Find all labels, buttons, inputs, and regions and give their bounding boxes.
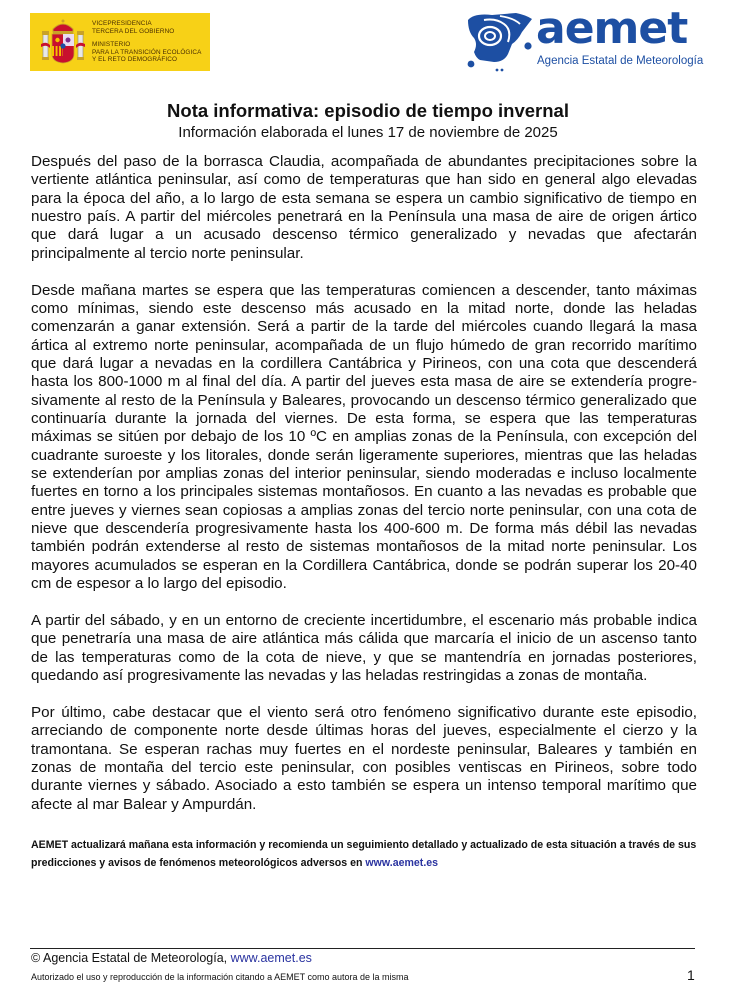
- aemet-website-link[interactable]: www.aemet.es: [365, 857, 439, 869]
- footer-copyright: [31, 951, 312, 965]
- gov-logo-line: VICEPRESIDENCIA: [92, 20, 152, 28]
- spain-coat-of-arms-icon: [40, 16, 86, 68]
- iberian-peninsula-map-icon: [464, 10, 536, 74]
- gov-logo-line: TERCERA DEL GOBIERNO: [92, 27, 175, 35]
- aemet-tagline: Agencia Estatal de Meteorología: [537, 55, 704, 67]
- paragraph: A partir del sábado, y en un entorno de creciente incertidumbre, el escenario más probable indica que penetraría una masa de aire atlántica más cálida que marcaría el inicio de un ascenso tanto de las temperaturas como de la cota de nieve, y que se mantendría en jornadas posteriores, quedando así progresivamente las nevadas y las heladas restringidas a zonas de montaña.: [31, 612, 697, 685]
- paragraph: Después del paso de la borrasca Claudia, acompañada de abundantes precipitaciones sobre la vertiente atlántica peninsular, así como de temperaturas que han sido en general algo elevadas para la época del año, a lo largo de esta semana se espera un cambio significativo de tiempo en nuestro país. A partir del miércoles penetrará en la Península una masa de aire de origen ártico que dará lugar a un acusado descenso térmico generalizado y nevadas que afectarán principalmente al tercio norte peninsular.: [31, 153, 697, 262]
- government-ministry-logo: [30, 13, 210, 71]
- update-notice: [31, 836, 701, 872]
- paragraph: Por último, cabe destacar que el viento será otro fenómeno significativo durante este episodio, arreciando de componente norte desde últimas horas del jueves, especialmente el cierzo y la tramontana. Se esperan rachas muy fuertes en el nordeste peninsular, Baleares y también en zonas de montaña del tercio este peninsular, con posibles ventiscas en Pirineos, sobre todo durante viernes y sábado. Asociado a esto también se espera un intenso temporal marítimo que afecte al mar Balear y Ampurdán.: [31, 704, 697, 813]
- footer-divider: [30, 948, 695, 949]
- gov-logo-line: MINISTERIO: [92, 41, 131, 49]
- copyright-text: © Agencia Estatal de Meteorología,: [31, 951, 231, 965]
- page-number: 1: [687, 967, 695, 983]
- footer-website-link[interactable]: www.aemet.es: [230, 951, 312, 965]
- aemet-wordmark: aemet: [536, 3, 688, 54]
- document-title: Nota informativa: episodio de tiempo invernal: [167, 100, 569, 121]
- aemet-logo: [464, 3, 704, 74]
- document-subtitle: Información elaborada el lunes 17 de noviembre de 2025: [178, 124, 558, 141]
- gov-logo-line: Y EL RETO DEMOGRÁFICO: [92, 56, 178, 64]
- government-logo-text: [92, 20, 201, 64]
- notice-text: AEMET actualizará mañana esta información y recomienda un seguimiento detallado y actualizado de esta situación a través de sus predicciones y avisos de fenómenos meteorológicos adversos en: [31, 839, 697, 869]
- gov-logo-line: PARA LA TRANSICIÓN ECOLÓGICA: [92, 48, 202, 56]
- paragraph: Desde mañana martes se espera que las temperaturas comiencen a descender, tanto máximas como mínimas, siendo este descenso más acusado en la mitad norte, donde las heladas comenzarán a ganar extensión. Será a partir de la tarde del miércoles cuando llegará la masa ártica al extremo norte peninsular, acompañada de un flujo húmedo de gran recorrido marítimo que dará lugar a nevadas en la cordillera Cantábrica y Pirineos, con una cota que descenderá hasta los 800-1000 m al final del día. A partir del jueves esta masa de aire se extendería progresivamente al resto de la Península y Baleares, provocando un descenso térmico generalizado que continuaría durante la jornada del viernes. De esta forma, se espera que las temperaturas máximas se sitúen por debajo de los 10 ºC en amplias zonas de la Península, con excepción del cuadrante suroeste y los litorales, donde serán ligeramente superiores, mientras que las heladas se extenderían por amplias zonas del interior peninsular, siendo moderadas e incluso localmente fuertes en torno a los principales sistemas montañosos. En cuanto a las nevadas es probable que entre jueves y viernes sean copiosas a amplias zonas del tercio norte peninsular, con una cota de nieve que descendería progresivamente hasta los 400-600 m. De forma más débil las nevadas también podrán extenderse al resto de sistemas montañosos de la mitad norte peninsular. Los mayores acumulados se esperan en la Cordillera Cantábrica, donde se podrán superar los 20-40 cm de espesor a lo largo del episodio.: [31, 281, 697, 593]
- footer-authorization: Autorizado el uso y reproducción de la información citando a AEMET como autora de la misma: [31, 972, 409, 982]
- document-body: [31, 153, 697, 833]
